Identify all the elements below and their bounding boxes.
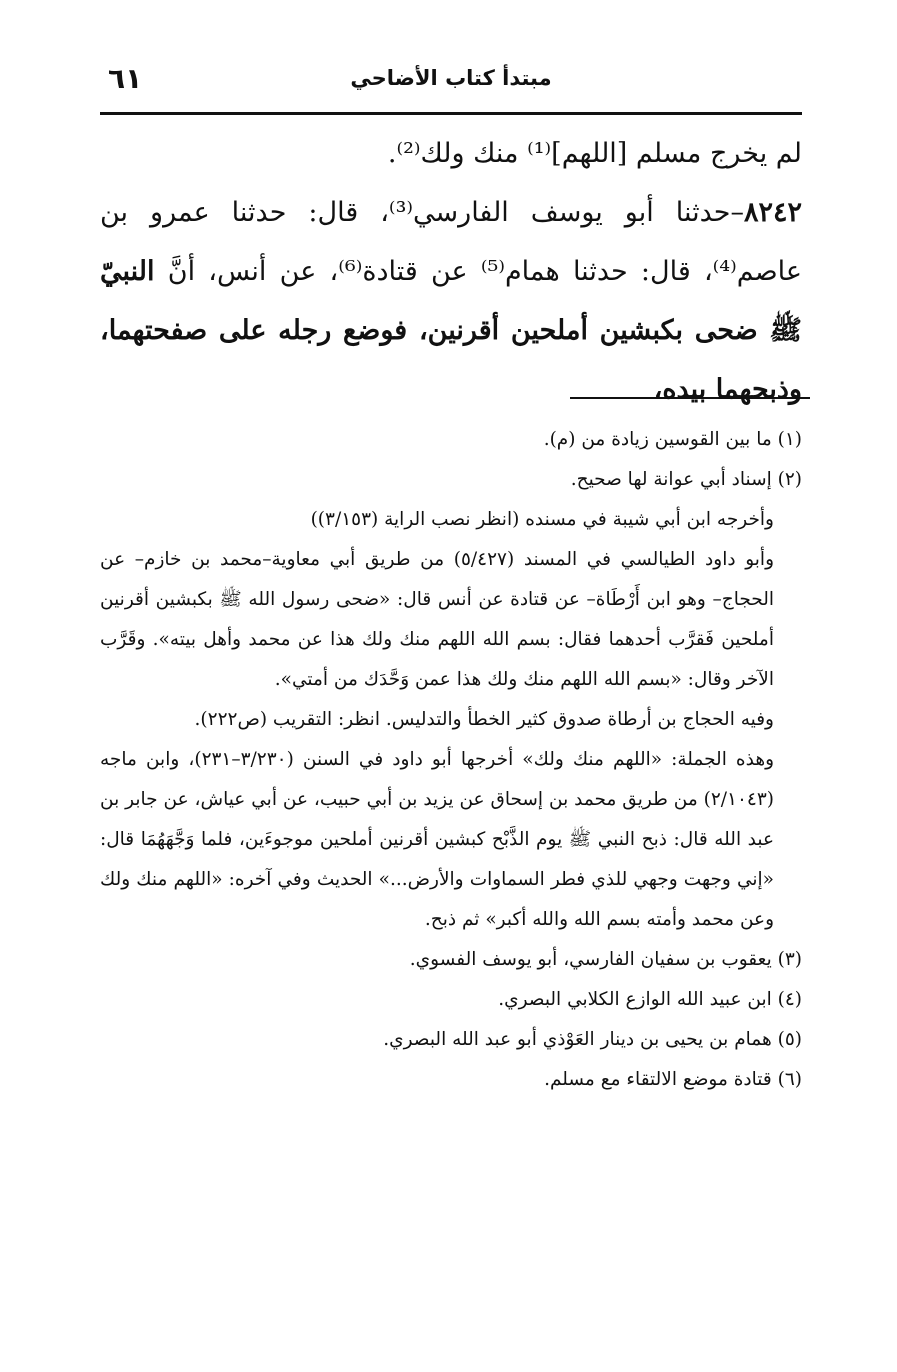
- footnote-2-para-4: وهذه الجملة: «اللهم منك ولك» أخرجها أبو داود في السنن (٣/٢٣٠–٢٣١)، وابن ماجه (٢/١٠٤٣) من طريق محمد بن إسحاق عن يزيد بن أبي حبيب، عن أبي عياش، عن جابر بن عبد الله قال: ذبح النبي ﷺ يوم الذَّبْح كبشين أقرنين أملحين موجوءَين، فلما وَجَّهَهُمَا قال: «إني وجهت وجهي للذي فطر السماوات والأرض...» الحديث وفي آخره: «اللهم منك ولك وعن محمد وأمته بسم الله والله أكبر» ثم ذبح.: [100, 749, 775, 930]
- hadith-matn: النبيّ ﷺ ضحى بكبشين أملحين أقرنين، فوضع رجله على صفحتهما، وذبحهما بيده،: [100, 256, 802, 405]
- footnote-1: (١) ما بين القوسين زيادة من (م).: [543, 429, 802, 450]
- footnote-2-para-3: وفيه الحجاج بن أرطاة صدوق كثير الخطأ والتدليس. انظر: التقريب (ص٢٢٢).: [194, 709, 774, 730]
- footnote-5: (٥) همام بن يحيى بن دينار العَوْذي أبو عبد الله البصري.: [383, 1029, 802, 1050]
- footnote-separator: [570, 397, 810, 399]
- footnote-2-para-1: وأخرجه ابن أبي شيبة في مسنده (انظر نصب الراية (٣/١٥٣)): [310, 509, 774, 530]
- header-rule: [100, 112, 802, 115]
- hadith-paragraph: [100, 183, 802, 419]
- hadith-number: ٨٢٤٢: [743, 197, 802, 228]
- footnote-2: (٢) إسناد أبي عوانة لها صحيح.: [570, 469, 802, 490]
- main-line-1: لم يخرج مسلم [اللهم]⁽¹⁾ منك ولك⁽²⁾.: [387, 138, 802, 169]
- hadith-chain: –حدثنا أبو يوسف الفارسي⁽³⁾، قال: حدثنا عمرو بن عاصم⁽⁴⁾، قال: حدثنا همام⁽⁵⁾ عن قتادة⁽⁶⁾، عن أنس، أنَّ: [100, 197, 802, 287]
- main-text: [100, 124, 802, 419]
- footnote-2-para-2: وأبو داود الطيالسي في المسند (٥/٤٢٧) من طريق أبي معاوية–محمد بن خازم– عن الحجاج– وهو ابن أَرْطَاة– عن قتادة عن أنس قال: «ضحى رسول الله ﷺ بكبشين أقرنين أملحين فَقرَّب أحدهما فقال: بسم الله اللهم منك ولك هذا عن محمد وأهل بيته». وقَرَّب الآخر وقال: «بسم الله اللهم منك ولك هذا عمن وَحَّدَك من أمتي».: [100, 549, 774, 690]
- page-number: ٦١: [108, 62, 143, 95]
- footnotes: [100, 420, 802, 1100]
- footnote-4: (٤) ابن عبيد الله الوازع الكلابي البصري.: [498, 989, 802, 1010]
- footnote-3: (٣) يعقوب بن سفيان الفارسي، أبو يوسف الفسوي.: [409, 949, 802, 970]
- footnote-6: (٦) قتادة موضع الالتقاء مع مسلم.: [544, 1069, 802, 1090]
- page-header: [100, 62, 802, 102]
- running-title: مبتدأ كتاب الأضاحي: [350, 66, 552, 90]
